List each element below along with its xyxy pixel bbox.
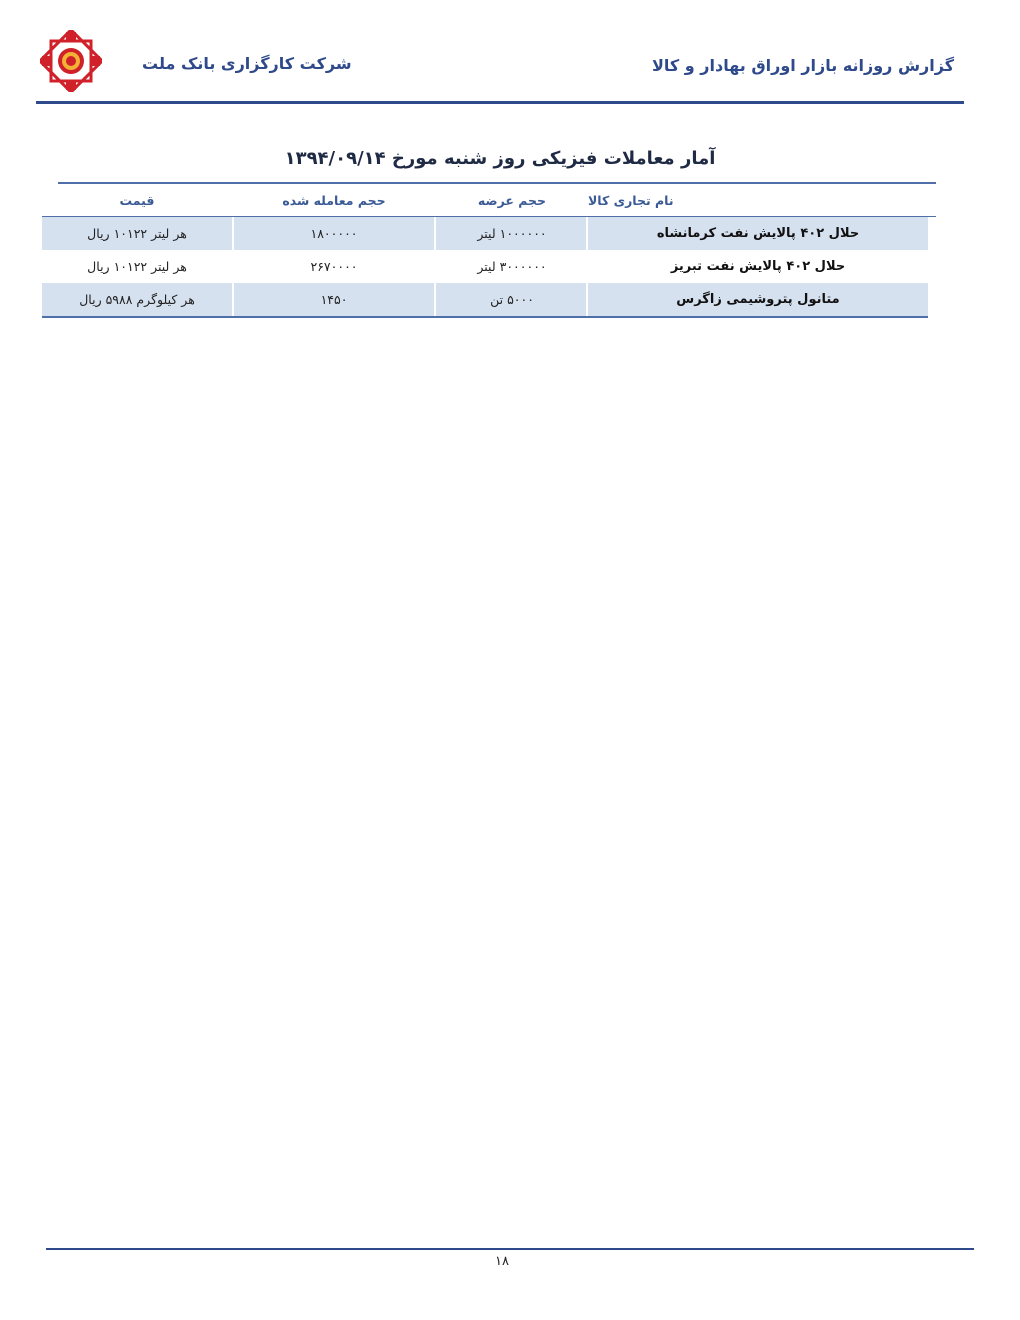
cell-name: متانول پتروشیمی زاگرس [676, 292, 840, 307]
page-header [0, 0, 1020, 110]
footer-divider [46, 1248, 974, 1250]
cell-price: هر لیتر ۱۰۱۲۲ ریال [87, 226, 187, 241]
table-row [42, 217, 928, 250]
header-price: قیمت [119, 192, 155, 208]
company-name: شرکت کارگزاری بانک ملت [142, 54, 352, 73]
table-row [42, 283, 928, 316]
table-body [42, 217, 928, 316]
header-offer: حجم عرضه [477, 192, 547, 208]
cell-volume: ۲۶۷۰۰۰۰ [310, 259, 358, 274]
cell-volume: ۱۸۰۰۰۰۰ [310, 226, 358, 241]
table-bottom-divider [42, 316, 928, 318]
bank-mellat-logo-icon [40, 30, 102, 92]
table-header-row [42, 184, 936, 216]
header-volume: حجم معامله شده [282, 192, 386, 208]
cell-name: حلال ۴۰۲ پالایش نفت کرمانشاه [656, 226, 860, 241]
header-name: نام تجاری کالا [588, 192, 674, 208]
cell-price: هر لیتر ۱۰۱۲۲ ریال [87, 259, 187, 274]
cell-offer: ۱۰۰۰۰۰۰ لیتر [477, 226, 547, 241]
page-number: ۱۸ [495, 1254, 509, 1269]
report-title: گزارش روزانه بازار اوراق بهادار و کالا [651, 56, 954, 75]
cell-price: هر کیلوگرم ۵۹۸۸ ریال [79, 292, 195, 307]
cell-volume: ۱۴۵۰ [320, 292, 348, 307]
section-title: آمار معاملات فیزیکی روز شنبه مورخ ۱۳۹۴/۰۹/۱۴ [284, 148, 716, 169]
cell-offer: ۳۰۰۰۰۰۰ لیتر [477, 259, 547, 274]
table-row [42, 250, 928, 283]
cell-name: حلال ۴۰۲ پالایش نفت تبریز [670, 259, 846, 274]
header-divider [36, 101, 964, 104]
cell-offer: ۵۰۰۰ تن [490, 292, 534, 307]
